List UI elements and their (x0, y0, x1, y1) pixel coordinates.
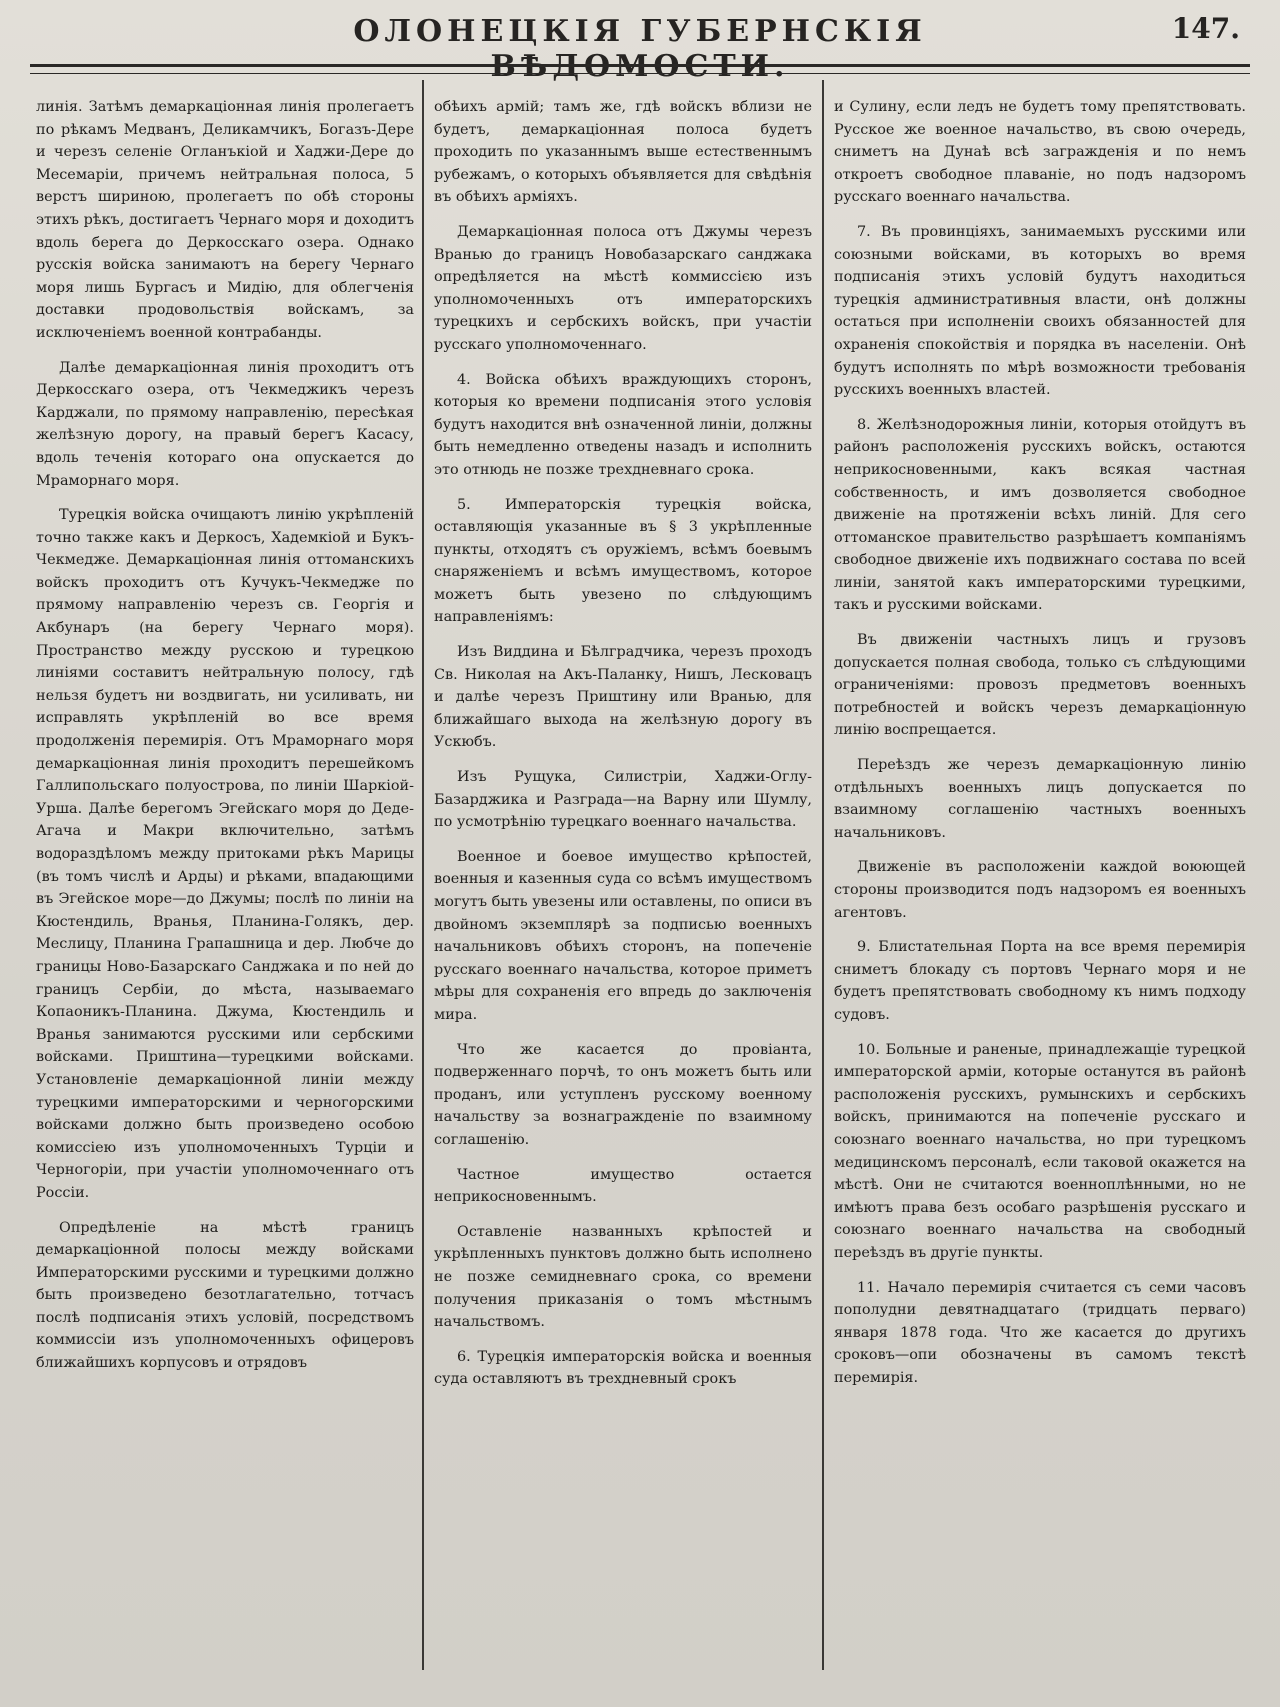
paragraph: 11. Начало перемирія считается съ семи часовъ пополудни девятнадцатаго (тридцать перваго) января 1878 года. Что же касается до другихъ сроковъ—опи обозначены въ самомъ текстѣ перемирія. (834, 1279, 1246, 1386)
text-column-1 (36, 96, 414, 1656)
paragraph: Что же касается до провіанта, подверженнаго порчѣ, то онъ можетъ быть или проданъ, или уступленъ русскому военному начальству за вознагражденіе по взаимному соглашенію. (434, 1041, 812, 1148)
paragraph: Демаркаціонная полоса отъ Джумы черезъ Вранью до границъ Новобазарскаго санджака опредѣляется на мѣстѣ коммиссією изъ уполномоченныхъ отъ императорскихъ турецкихъ и сербскихъ войскъ, при участіи русскаго уполномоченнаго. (434, 223, 812, 353)
paragraph: 6. Турецкія императорскія войска и военныя суда оставляютъ въ трехдневный срокъ (434, 1348, 812, 1388)
paragraph: 4. Войска обѣихъ враждующихъ сторонъ, которыя ко времени подписанія этого условія будутъ находится внѣ означенной линіи, должны быть немедленно отведены назадъ и исполнить это отнюдь не позже трехдневнаго срока. (434, 371, 812, 478)
page-number: 147. (1171, 12, 1240, 45)
header-rule (30, 64, 1250, 74)
paragraph: 10. Больные и раненые, принадлежащіе турецкой императорской арміи, которые останутся въ районѣ расположенія русскихъ, румынскихъ и сербскихъ войскъ, принимаются на попеченіе русскаго и союзнаго военнаго начальства, но при турецкомъ медицинскомъ персоналѣ, если таковой окажется на мѣстѣ. Они не считаются военноплѣнными, но не имѣютъ права безъ особаго разрѣшенія русскаго и союзнаго военнаго начальства на свободный переѣздъ въ другіе пункты. (834, 1041, 1246, 1261)
paragraph: Изъ Рущука, Силистріи, Хаджи-Оглу-Базарджика и Разграда—на Варну или Шумлу, по усмотрѣнію турецкаго военнаго начальства. (434, 769, 812, 831)
paragraph: 9. Блистательная Порта на все время перемирія сниметъ блокаду съ портовъ Чернаго моря и не будетъ препятствовать свободному къ нимъ подходу судовъ. (834, 939, 1246, 1023)
column-divider-1 (422, 80, 424, 1670)
paragraph: Изъ Виддина и Бѣлградчика, черезъ проходъ Св. Николая на Акъ-Паланку, Нишъ, Лесковацъ и далѣе черезъ Приштину или Вранью, для ближайшаго выхода на желѣзную дорогу въ Ускюбъ. (434, 644, 812, 751)
newspaper-title: ОЛОНЕЦКІЯ ГУБЕРНСКІЯ ВѢДОМОСТИ. (353, 14, 927, 84)
column-divider-2 (822, 80, 824, 1670)
paragraph: Частное имущество остается неприкосновеннымъ. (434, 1166, 812, 1206)
paragraph: Движеніе въ расположеніи каждой воюющей стороны производится подъ надзоромъ ея военныхъ агентовъ. (834, 859, 1246, 921)
text-column-2 (434, 96, 812, 1656)
paragraph: и Сулину, если ледъ не будетъ тому препятствовать. Русское же военное начальство, въ свою очередь, сниметъ на Дунаѣ всѣ загражденія и по немъ откроетъ свободное плаваніе, но подъ надзоромъ русскаго военнаго начальства. (834, 99, 1246, 206)
paragraph: Далѣе демаркаціонная линія проходитъ отъ Деркосскаго озера, отъ Чекмеджикъ черезъ Карджали, по прямому направленію, пересѣкая желѣзную дорогу, на правый берегъ Касасу, вдоль теченія котораго она опускается до Мраморнаго моря. (36, 359, 414, 489)
paragraph: Военное и боевое имущество крѣпостей, военныя и казенныя суда со всѣмъ имуществомъ могутъ быть увезены или оставлены, по описи въ двойномъ экземплярѣ за подписью военныхъ начальниковъ обѣихъ сторонъ, на попеченіе русскаго военнаго начальства, которое приметъ мѣры для сохраненія его впредь до заключенія мира. (434, 848, 812, 1023)
paragraph: обѣихъ армій; тамъ же, гдѣ войскъ вблизи не будетъ, демаркаціонная полоса будетъ проходить по указаннымъ выше естественнымъ рубежамъ, о которыхъ объявляется для свѣдѣнія въ обѣихъ арміяхъ. (434, 99, 812, 206)
paragraph: Опредѣленіе на мѣстѣ границъ демаркаціонной полосы между войсками Императорскими русскими и турецкими должно быть произведено безотлагательно, тотчасъ послѣ подписанія этихъ условій, посредствомъ коммиссіи изъ уполномоченныхъ офицеровъ ближайшихъ корпусовъ и отрядовъ (36, 1219, 414, 1372)
paragraph: 7. Въ провинціяхъ, занимаемыхъ русскими или союзными войсками, въ которыхъ во время подписанія этихъ условій будутъ находиться турецкія административныя власти, онѣ должны остаться при исполненіи своихъ обязанностей для охраненія спокойствія и порядка въ населеніи. Онѣ будутъ исполнять по мѣрѣ возможности требованія русскихъ военныхъ властей. (834, 223, 1246, 399)
paragraph: 8. Желѣзнодорожныя линіи, которыя отойдутъ въ районъ расположенія русскихъ войскъ, остаются неприкосновенными, какъ всякая частная собственность, и имъ дозволяется свободное движеніе на протяженіи всѣхъ линій. Для сего оттоманское правительство разрѣшаетъ компаніямъ свободное движеніе ихъ подвижнаго состава по всей линіи, занятой какъ императорскими турецкими, такъ и русскими войсками. (834, 416, 1246, 614)
paragraph: Оставленіе названныхъ крѣпостей и укрѣпленныхъ пунктовъ должно быть исполнено не позже семидневнаго срока, со времени получения приказанія о томъ мѣстнымъ начальствомъ. (434, 1223, 812, 1331)
paragraph: линія. Затѣмъ демаркаціонная линія пролегаетъ по рѣкамъ Медванъ, Деликамчикъ, Богазъ-Дере и черезъ селеніе Огланъкіой и Хаджи-Дере до Месемаріи, причемъ нейтральная полоса, 5 верстъ шириною, пролегаетъ по обѣ стороны этихъ рѣкъ, достигаетъ Чернаго моря и доходитъ вдоль берега до Деркосскаго озера. Однако русскія войска занимаютъ на берегу Чернаго моря лишь Бургасъ и Мидію, для облегченія доставки продовольствія войскамъ, за исключеніемъ военной контрабанды. (36, 99, 414, 341)
paragraph: Въ движеніи частныхъ лицъ и грузовъ допускается полная свобода, только съ слѣдующими ограниченіями: провозъ предметовъ военныхъ потребностей и войскъ черезъ демаркаціонную линію воспрещается. (834, 632, 1246, 739)
text-column-3 (834, 96, 1246, 1656)
paragraph: Переѣздъ же черезъ демаркаціонную линію отдѣльныхъ военныхъ лицъ допускается по взаимному соглашенію частныхъ военныхъ начальниковъ. (834, 757, 1246, 841)
paragraph: 5. Императорскія турецкія войска, оставляющія указанные въ § 3 укрѣпленные пункты, отходятъ съ оружіемъ, всѣмъ боевымъ снаряженіемъ и всѣмъ имуществомъ, которое можетъ быть увезено по слѣдующимъ направленіямъ: (434, 496, 812, 626)
paragraph: Турецкія войска очищаютъ линію укрѣпленій точно также какъ и Деркосъ, Хадемкіой и Букъ-Чекмедже. Демаркаціонная линія оттоманскихъ войскъ проходитъ отъ Кучукъ-Чекмедже по прямому направленію черезъ св. Георгія и Акбунаръ (на берегу Чернаго моря). Пространство между русскою и турецкою линіями составитъ нейтральную полосу, гдѣ нельзя будетъ ни воздвигать, ни усиливать, ни исправлять укрѣпленій во все время продолженія перемирія. Отъ Мраморнаго моря демаркаціонная линія проходитъ перешейкомъ Галлипольскаго полуострова, по линіи Шаркіой-Урша. Далѣе берегомъ Эгейскаго моря до Деде-Агача и Макри включительно, затѣмъ водораздѣломъ между притоками рѣкъ Марицы (въ томъ числѣ и Арды) и рѣками, впадающими въ Эгейское море—до Джумы; послѣ по линіи на Кюстендиль, Вранья, Планина-Голякъ, дер. Меслицу, Планина Грапашница и дер. Любче до границы Ново-Базарскаго Санджака и по ней до границъ Сербіи, до мѣста, называемаго Копаоникъ-Планина. Джума, Кюстендиль и Вранья занимаются русскими или сербскими войсками. Приштина—турецкими войсками. Установленіе демаркаціонной линіи между турецкими императорскими и черногорскими войсками должно быть произведено особою комиссіею изъ уполномоченныхъ Турціи и Черногоріи, при участіи уполномоченнаго отъ Россіи. (36, 507, 414, 1201)
